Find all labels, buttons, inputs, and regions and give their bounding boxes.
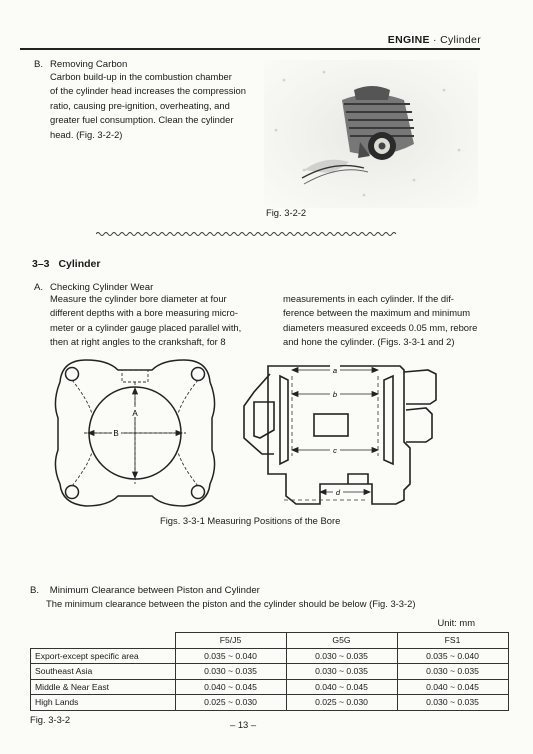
table-header-cell: FS1 [397,633,508,649]
wear-section-heading [34,282,154,293]
header-section: ENGINE [387,34,430,46]
table-row [31,695,509,711]
wear-section-letter: A. [34,282,44,293]
table-cell: 0.035 ~ 0.040 [175,648,286,664]
wear-section-title: Checking Cylinder Wear [50,282,154,293]
label-c-side: c [333,446,337,455]
table-cell: 0.030 ~ 0.035 [286,648,397,664]
wear-paragraph-right [283,292,477,350]
wear-line: diameters measured exceeds 0.05 mm, rebore [283,321,478,333]
unit-label: Unit: mm [437,617,475,628]
table-cell: 0.030 ~ 0.035 [397,664,508,680]
table-row [31,648,509,664]
header-subsection: Cylinder [440,34,481,46]
diagram-caption: Figs. 3-3-1 Measuring Positions of the Bore [160,515,341,526]
carbon-line: greater fuel consumption. Clean the cylinder [50,114,234,126]
header-separator: · [429,34,441,46]
clearance-section-heading [30,585,260,596]
carbon-section-heading [34,59,128,70]
clearance-table-wrap [30,632,509,711]
wear-line: measurements in each cylinder. If the dif- [283,293,454,304]
table-row [31,664,509,680]
label-d-side: d [335,488,341,497]
table-cell: 0.030 ~ 0.035 [175,664,286,680]
table-cell: 0.035 ~ 0.040 [397,648,508,664]
wear-line: Measure the cylinder bore diameter at four [50,293,227,304]
wear-line: different depths with a bore measuring micro- [50,307,238,319]
table-row [31,679,509,695]
table-cell: 0.040 ~ 0.045 [175,679,286,695]
wear-line: and hone the cylinder. (Figs. 3-3-1 and 2) [283,336,455,348]
table-cell: 0.025 ~ 0.030 [175,695,286,711]
table-row-label: Export-except specific area [31,648,176,664]
table-corner-cell [31,633,176,649]
table-header-cell: F5/J5 [175,633,286,649]
table-cell: 0.030 ~ 0.035 [286,664,397,680]
wavy-divider [96,231,404,237]
clearance-table [30,632,509,711]
section-3-3-heading [32,258,100,270]
table-row-label: Middle & Near East [31,679,176,695]
wear-line: meter or a cylinder gauge placed parallel with, [50,321,242,333]
label-a-top: A [132,409,138,418]
running-header [388,34,481,46]
table-caption: Fig. 3-3-2 [30,714,71,725]
table-header-row [31,633,509,649]
carbon-line: of the cylinder head increases the compression [50,85,246,97]
header-rule [20,48,480,50]
table-row-label: Southeast Asia [31,664,176,680]
section-number: 3–3 [32,258,50,270]
table-cell: 0.025 ~ 0.030 [286,695,397,711]
wear-paragraph-left [50,292,241,350]
wear-line: then at right angles to the crankshaft, for 8 [50,336,226,348]
photo-caption: Fig. 3-2-2 [266,207,307,218]
carbon-line: head. (Fig. 3-2-2) [50,128,123,140]
cylinder-head-illustration [264,60,478,208]
section-title: Cylinder [58,258,101,270]
label-b-top: B [113,429,119,438]
carbon-section-letter: B. [34,59,44,70]
table-cell: 0.040 ~ 0.045 [397,679,508,695]
table-cell: 0.030 ~ 0.035 [397,695,508,711]
bore-measurement-diagram [48,356,478,516]
cylinder-head-photo [264,60,478,208]
table-header-cell: G5G [286,633,397,649]
table-row-label: High Lands [31,695,176,711]
clearance-section-letter: B. [30,585,40,596]
table-cell: 0.040 ~ 0.045 [286,679,397,695]
clearance-section-title: Minimum Clearance between Piston and Cylinder [49,585,260,596]
label-b-side: b [332,390,338,399]
carbon-line: Carbon build-up in the combustion chamber [50,71,232,82]
carbon-paragraph [50,70,260,142]
page-number: – 13 – [230,719,257,730]
cylinder-side-view [244,366,436,504]
carbon-line: ratio, causing pre-ignition, overheating, and [50,99,230,111]
wear-line: ference between the maximum and minimum [283,307,471,319]
label-a-side: a [332,366,338,375]
carbon-section-title: Removing Carbon [50,59,128,70]
clearance-text: The minimum clearance between the piston and the cylinder should be below (Fig. 3-3-2) [46,598,416,609]
